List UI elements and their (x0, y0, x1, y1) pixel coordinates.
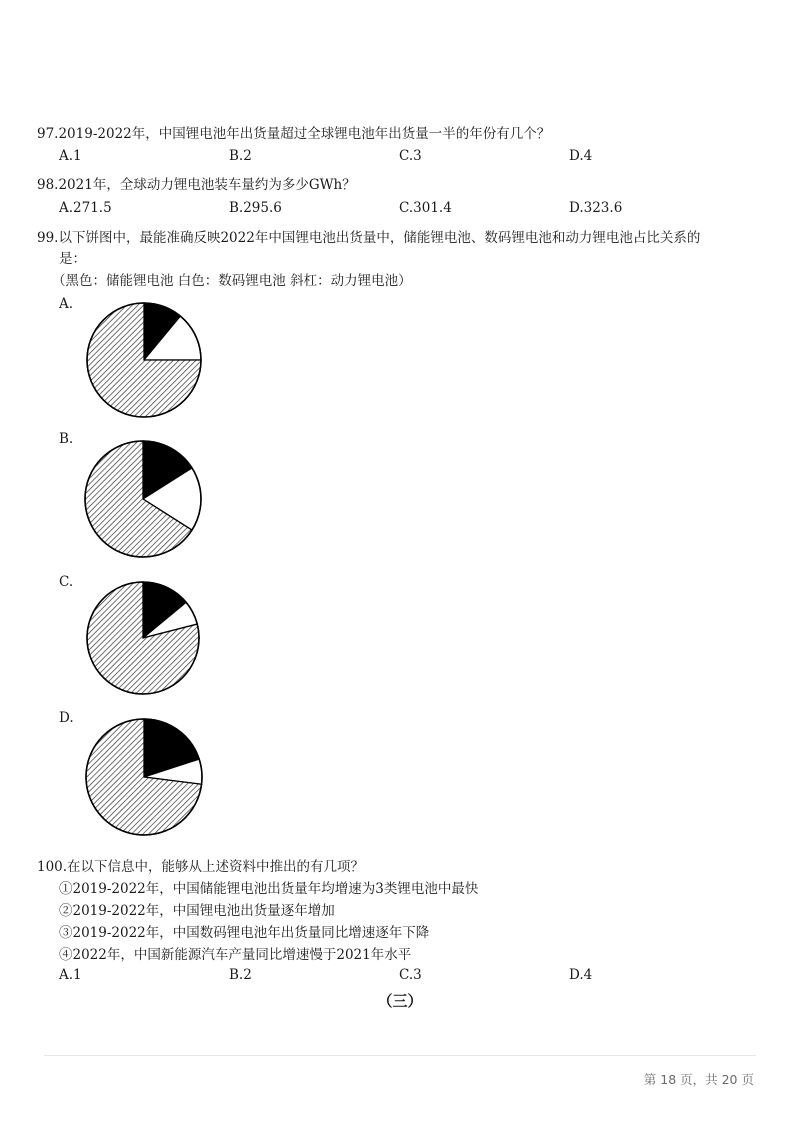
pie-chart-b (83, 439, 203, 559)
section-heading: （三） (377, 992, 423, 1010)
statement-1: ①2019-2022年，中国储能锂电池出货量年均增速为3类锂电池中最快 (59, 881, 479, 897)
option-b[interactable]: B.295.6 (229, 200, 282, 216)
option-d[interactable]: D.323.6 (569, 200, 623, 216)
statement-4: ④2022年，中国新能源汽车产量同比增速慢于2021年水平 (59, 947, 412, 963)
option-b[interactable]: B.2 (229, 148, 252, 164)
page-number: 第 18 页，共 20 页 (643, 1072, 754, 1087)
option-d[interactable]: D.4 (569, 148, 593, 164)
option-b[interactable]: B.2 (229, 967, 252, 983)
footer-divider (44, 1055, 756, 1056)
pie-option-b-label[interactable]: B. (59, 431, 74, 447)
question-100-options (59, 967, 659, 987)
option-c[interactable]: C.301.4 (399, 200, 452, 216)
question-99-line2: 是： (59, 251, 86, 267)
pie-option-d-label[interactable]: D. (59, 710, 74, 726)
question-98: 98.2021年，全球动力锂电池装车量约为多少GWh？ (37, 177, 356, 193)
pie-option-c-label[interactable]: C. (59, 574, 74, 590)
pie-chart-a (85, 301, 203, 419)
option-c[interactable]: C.3 (399, 148, 422, 164)
question-100: 100.在以下信息中，能够从上述资料中推出的有几项？ (37, 859, 365, 875)
question-97-options (59, 148, 659, 168)
pie-chart-d (84, 717, 204, 837)
option-c[interactable]: C.3 (399, 967, 422, 983)
option-a[interactable]: A.1 (59, 148, 82, 164)
question-97: 97.2019-2022年，中国锂电池年出货量超过全球锂电池年出货量一半的年份有几个？ (37, 126, 551, 142)
option-d[interactable]: D.4 (569, 967, 593, 983)
pie-chart-c (85, 580, 201, 696)
pie-legend-note: （黑色：储能锂电池 白色：数码锂电池 斜杠：动力锂电池） (52, 273, 412, 289)
question-99-line1: 99.以下饼图中，最能准确反映2022年中国锂电池出货量中，储能锂电池、数码锂电池和动力锂电池占比关系的 (37, 230, 701, 246)
option-a[interactable]: A.271.5 (59, 200, 112, 216)
question-98-options (59, 200, 659, 220)
statement-3: ③2019-2022年，中国数码锂电池年出货量同比增速逐年下降 (59, 925, 430, 941)
option-a[interactable]: A.1 (59, 967, 82, 983)
pie-option-a-label[interactable]: A. (59, 296, 74, 312)
statement-2: ②2019-2022年，中国锂电池出货量逐年增加 (59, 903, 335, 919)
